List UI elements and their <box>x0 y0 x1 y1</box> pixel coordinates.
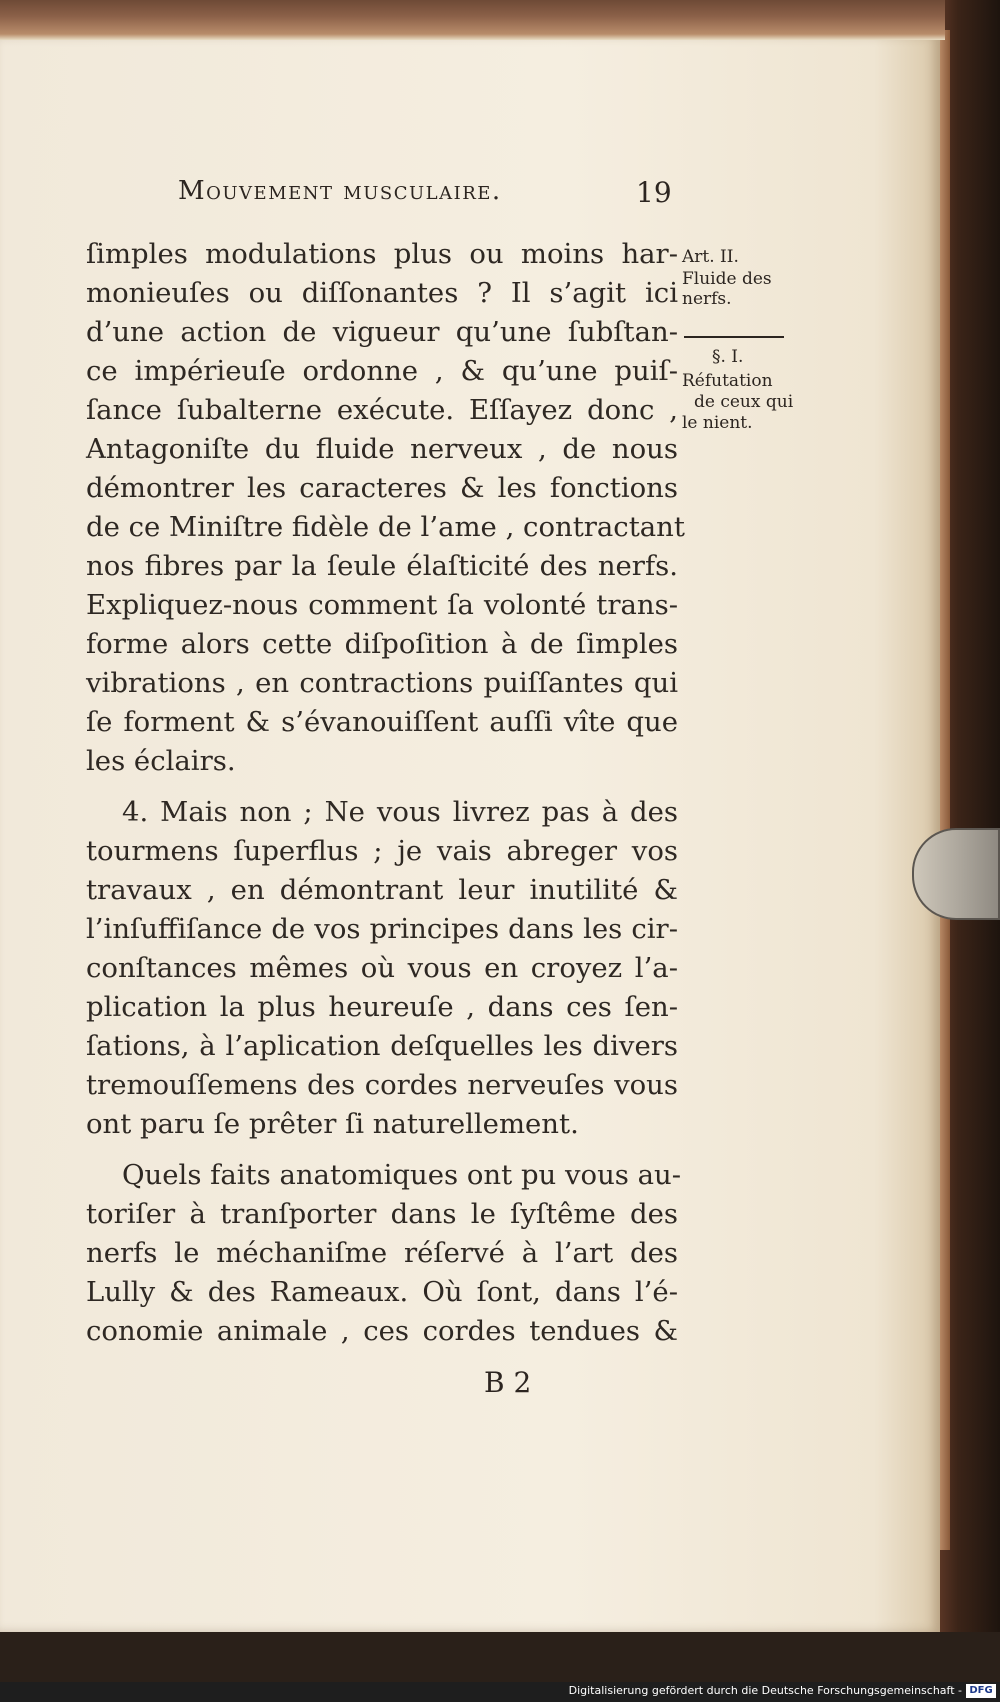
text-line: monieuſes ou diſſonantes ? Il s’agit ici <box>86 277 678 309</box>
dfg-logo: DFG <box>966 1684 996 1698</box>
text-line: conſtances mêmes où vous en croyez l’a- <box>86 952 678 984</box>
text-line: ce impérieuſe ordonne , & qu’une puiſ- <box>86 355 678 387</box>
text-line: forme alors cette diſpoſition à de ſimples <box>86 628 678 660</box>
text-line: ont paru ſe prêter ſi naturellement. <box>86 1108 579 1140</box>
text-line: nerfs le méchaniſme réſervé à l’art des <box>86 1237 678 1269</box>
text-line: Quels faits anatomiques ont pu vous au- <box>122 1159 682 1191</box>
book-top-edge <box>0 0 945 40</box>
text-line: nos fibres par la ſeule élaſticité des nerfs. <box>86 550 678 582</box>
text-line: 4. Mais non ; Ne vous livrez pas à des <box>122 796 678 828</box>
margin-note-heading-3: le nient. <box>682 413 753 433</box>
text-line: ſe forment & s’évanouiſſent auſſi vîte que <box>86 706 678 738</box>
margin-note-heading-2: de ceux qui <box>694 392 794 412</box>
text-line: de ce Miniſtre fidèle de l’ame , contractant <box>86 511 685 543</box>
text-line: conomie animale , ces cordes tendues & <box>86 1315 678 1347</box>
running-head: Mouvement musculaire. <box>178 176 502 206</box>
text-line: vibrations , en contractions puiſſantes qui <box>86 667 678 699</box>
text-line: l’inſuffiſance de vos principes dans les cir- <box>86 913 678 945</box>
text-line: les éclairs. <box>86 745 236 777</box>
text-line: Antagoniſte du fluide nerveux , de nous <box>86 433 678 465</box>
text-line: Expliquez-nous comment ſa volonté trans- <box>86 589 678 621</box>
text-line: ſations, à l’aplication deſquelles les divers <box>86 1030 678 1062</box>
page-number: 19 <box>636 176 672 209</box>
text-line: ſimples modulations plus ou moins har- <box>86 238 678 270</box>
text-line: plication la plus heureuſe , dans ces ſen- <box>86 991 678 1023</box>
margin-note-heading-1: Réfutation <box>682 371 773 391</box>
text-line: toriſer à tranſporter dans le ſyſtême des <box>86 1198 678 1230</box>
margin-note-article: Art. II. <box>682 247 739 267</box>
text-line: travaux , en démontrant leur inutilité & <box>86 874 678 906</box>
margin-note-subject-2: nerfs. <box>682 289 732 309</box>
text-line: tremouſſemens des cordes nerveuſes vous <box>86 1069 678 1101</box>
signature-mark: B 2 <box>484 1366 532 1399</box>
funding-credit: Digitalisierung gefördert durch die Deutsche Forschungsgemeinschaft - <box>568 1684 962 1697</box>
margin-rule <box>684 336 784 338</box>
text-line: ſance ſubalterne exécute. Eſſayez donc , <box>86 394 678 426</box>
text-line: tourmens ſuperflus ; je vais abreger vos <box>86 835 678 867</box>
text-line: d’une action de vigueur qu’une ſubſtan- <box>86 316 678 348</box>
margin-note-subject-1: Fluide des <box>682 269 772 289</box>
page-clip <box>912 828 1000 920</box>
text-line: Lully & des Rameaux. Où ſont, dans l’é- <box>86 1276 678 1308</box>
text-line: démontrer les caracteres & les fonctions <box>86 472 678 504</box>
margin-note-section: §. I. <box>712 347 744 367</box>
